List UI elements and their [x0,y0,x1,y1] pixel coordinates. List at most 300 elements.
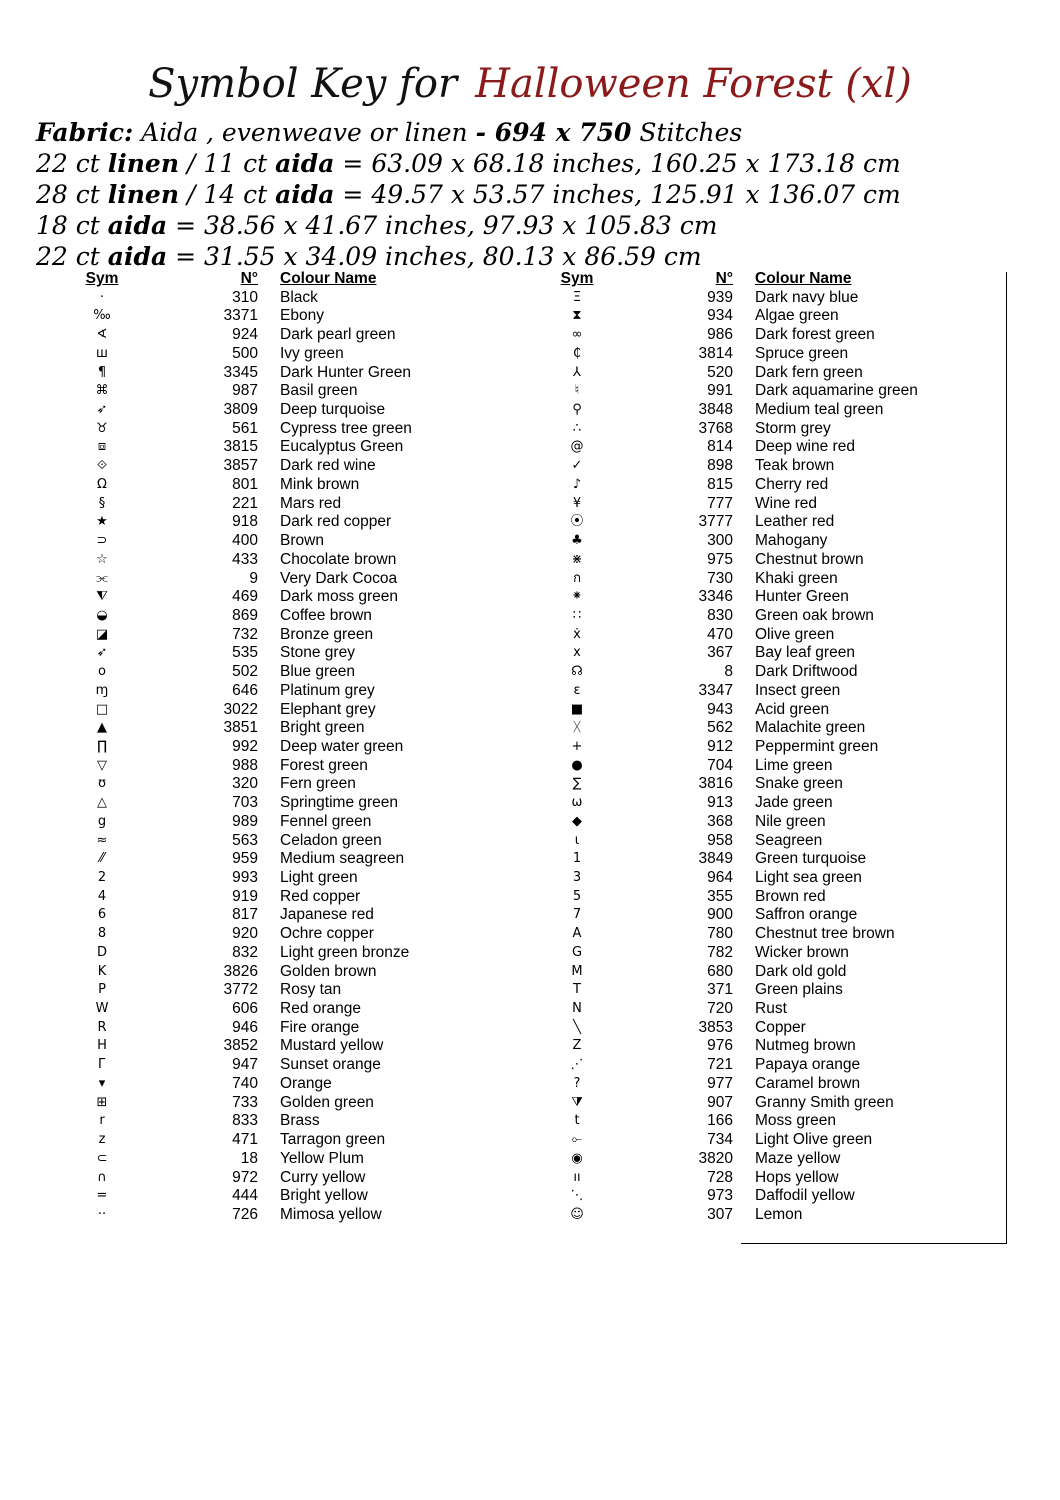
colour-name-cell: Brass [280,1112,320,1130]
table-row [70,1056,500,1075]
number-cell: 958 [707,831,733,849]
symbol-cell: ɩ [574,832,580,848]
colour-name-cell: Light Olive green [755,1131,873,1149]
fabric-text: - 694 x 750 [475,118,632,147]
colour-name-cell: Leather red [755,513,835,531]
table-row [70,981,500,1000]
table-row [70,570,500,589]
number-cell: 934 [707,307,733,325]
symbol-cell: ก [573,570,581,586]
colour-name-cell: Ochre copper [280,925,374,943]
number-cell: 3346 [698,588,733,606]
table-row [545,925,975,944]
colour-name-cell: Lemon [755,1205,803,1223]
number-cell: 734 [707,1131,733,1149]
table-row [70,1206,500,1225]
symbol-cell: g [97,813,107,829]
symbol-cell: Ξ [572,289,582,305]
table-row [70,832,500,851]
symbol-cell: ¥ [572,495,582,511]
colour-name-cell: Cypress tree green [280,419,412,437]
table-row [70,513,500,532]
table-row [70,963,500,982]
symbol-cell: ₵ [572,345,582,361]
number-cell: 721 [707,1056,733,1074]
symbol-cell: ≈ [96,832,108,848]
colour-name-cell: Hops yellow [755,1168,839,1186]
colour-name-cell: Deep wine red [755,438,855,456]
number-cell: 8 [724,663,733,681]
colour-name-cell: Dark fern green [755,363,863,381]
table-row [545,551,975,570]
table-row [545,963,975,982]
table-row [545,738,975,757]
symbol-cell: ⊃ [96,533,108,549]
colour-name-cell: Daffodil yellow [755,1187,855,1205]
symbol-cell: ω [571,795,583,811]
table-row [545,1150,975,1169]
symbol-cell: 6 [97,907,107,923]
symbol-cell: 4 [97,888,107,904]
symbol-cell: P [98,982,106,998]
number-cell: 704 [707,756,733,774]
symbol-cell: A [572,926,582,942]
symbol-cell: D [96,944,107,960]
colour-name-cell: Bright green [280,719,365,737]
number-cell: 606 [232,1000,258,1018]
colour-name-cell: Bright yellow [280,1187,368,1205]
table-row [70,1037,500,1056]
colour-name-cell: Dark Driftwood [755,663,858,681]
colour-name-cell: Chestnut tree brown [755,925,895,943]
table-row [545,1169,975,1188]
table-row [545,701,975,720]
table-row [70,925,500,944]
symbol-cell: t [574,1113,580,1129]
table-row [70,476,500,495]
symbol-cell: ◉ [571,1150,583,1166]
symbol-cell: x [573,645,581,661]
table-row [545,382,975,401]
table-row [545,1075,975,1094]
table-row [70,888,500,907]
fabric-text: 28 ct [36,180,108,209]
table-row [545,944,975,963]
symbol-cell: = [96,1188,108,1204]
colour-name-cell: Acid green [755,700,830,718]
symbol-cell: 7 [572,907,582,923]
symbol-cell: ɱ [95,682,109,698]
colour-name-cell: Light green bronze [280,943,410,961]
number-cell: 166 [707,1112,733,1130]
colour-name-cell: Eucalyptus Green [280,438,404,456]
colour-name-cell: Ebony [280,307,324,325]
colour-name-cell: Nile green [755,812,826,830]
number-cell: 3371 [223,307,258,325]
colour-name-cell: Dark red copper [280,513,392,531]
number-cell: 733 [232,1093,258,1111]
table-row [545,906,975,925]
number-cell: 913 [707,794,733,812]
symbol-cell: ‰ [93,308,111,324]
number-cell: 946 [232,1018,258,1036]
symbol-cell: ☺ [570,1206,584,1222]
colour-name-cell: Lime green [755,756,833,774]
symbol-cell: + [571,738,583,754]
pattern-name: Halloween Forest (xl) [475,61,912,107]
symbol-cell: ☆ [96,551,108,567]
symbol-cell: ⌘ [95,383,109,399]
fabric-line [36,117,901,148]
number-cell: 310 [232,288,258,306]
table-row [70,382,500,401]
symbol-cell: ∢ [96,327,108,343]
number-cell: 3851 [223,719,258,737]
table-row [70,289,500,308]
colour-name-cell: Elephant grey [280,700,376,718]
table-row [70,457,500,476]
fabric-text: aida [275,180,335,209]
symbol-cell: ◪ [95,626,109,642]
colour-name-cell: Hunter Green [755,588,849,606]
colour-name-cell: Fern green [280,775,356,793]
symbol-cell: ? [573,1075,581,1091]
colour-name-cell: Jade green [755,794,833,812]
colour-name-cell: Papaya orange [755,1056,861,1074]
symbol-cell: ▲ [97,720,107,736]
number-cell: 3820 [698,1149,733,1167]
symbol-cell: 3 [572,870,582,885]
colour-name-cell: Brown [280,532,324,550]
table-row [545,850,975,869]
table-row [545,794,975,813]
symbol-cell: ⊞ [96,1094,108,1110]
symbol-cell: ⧗ [572,308,582,324]
number-cell: 740 [232,1074,258,1092]
colour-name-cell: Nutmeg brown [755,1037,856,1055]
fabric-text: linen [107,180,180,209]
number-cell: 972 [232,1168,258,1186]
number-cell: 986 [707,326,733,344]
number-cell: 680 [707,962,733,980]
table-row [545,345,975,364]
number-cell: 300 [707,532,733,550]
symbol-cell: ✓ [571,458,583,474]
number-cell: 320 [232,775,258,793]
number-cell: 562 [707,719,733,737]
symbol-cell: ⋱ [570,1188,584,1204]
symbol-cell: □ [95,701,109,717]
table-row [545,981,975,1000]
table-row [70,719,500,738]
colour-name-cell: Japanese red [280,906,374,924]
table-row [70,850,500,869]
table-row [545,1019,975,1038]
symbol-cell: R [97,1019,107,1035]
symbol-cell: ⧩ [571,1094,583,1110]
number-cell: 470 [707,625,733,643]
symbol-cell: ⁕ [571,589,583,605]
table-row [545,1094,975,1113]
symbol-table-left [70,270,500,1225]
number-cell: 444 [232,1187,258,1205]
colour-name-cell: Coffee brown [280,606,372,624]
number-cell: 471 [232,1131,258,1149]
table-row [545,757,975,776]
fabric-text: = 31.55 x 34.09 inches, 80.13 x 86.59 cm [167,242,702,271]
colour-name-cell: Bronze green [280,625,374,643]
colour-name-cell: Mink brown [280,475,360,493]
colour-name-cell: Very Dark Cocoa [280,569,398,587]
symbol-cell: ⅄ [573,364,581,380]
colour-name-cell: Dark old gold [755,962,847,980]
fabric-text: linen [107,149,180,178]
number-cell: 898 [707,457,733,475]
table-row [70,1112,500,1131]
fabric-text: 18 ct [36,211,108,240]
colour-name-cell: Curry yellow [280,1168,366,1186]
fabric-text: aida [275,149,335,178]
symbol-cell: ⫘ [96,570,108,586]
table-row [70,532,500,551]
colour-name-cell: Olive green [755,625,835,643]
symbol-cell: ∷ [572,607,582,623]
number-cell: 3347 [698,681,733,699]
number-cell: 959 [232,850,258,868]
table-row [70,1131,500,1150]
table-row [545,888,975,907]
colour-name-cell: Green plains [755,981,843,999]
number-cell: 780 [707,925,733,943]
symbol-cell: G [571,944,583,960]
number-cell: 801 [232,475,258,493]
header-sym: Sym [85,270,119,287]
colour-name-cell: Ivy green [280,344,344,362]
table-row [545,832,975,851]
number-cell: 964 [707,869,733,886]
number-cell: 832 [232,943,258,961]
number-cell: 535 [232,644,258,662]
table-row [545,869,975,888]
number-cell: 991 [707,382,733,400]
colour-name-cell: Teak brown [755,457,835,475]
table-row [545,364,975,383]
number-cell: 3826 [223,962,258,980]
table-border-right [1006,272,1007,1244]
colour-name-cell: Mahogany [755,532,828,550]
number-cell: 782 [707,943,733,961]
table-row [70,1150,500,1169]
symbol-cell: H [97,1038,107,1054]
fabric-text: / 11 ct [179,149,276,178]
table-row [70,644,500,663]
symbol-cell: ẋ [573,626,581,642]
colour-name-cell: Granny Smith green [755,1093,894,1111]
colour-name-cell: Tarragon green [280,1131,386,1149]
header-num: N° [240,270,258,287]
table-row [545,644,975,663]
table-row [545,457,975,476]
number-cell: 18 [240,1149,258,1167]
number-cell: 869 [232,606,258,624]
colour-name-cell: Celadon green [280,831,382,849]
fabric-text: = 49.57 x 53.57 inches, 125.91 x 136.07 cm [334,180,901,209]
symbol-cell: N [572,1001,582,1017]
number-cell: 924 [232,326,258,344]
symbol-cell: 2 [97,870,107,885]
number-cell: 3848 [698,401,733,419]
symbol-cell: § [98,495,106,511]
table-row [70,364,500,383]
table-row [545,513,975,532]
table-row [70,1187,500,1206]
symbol-cell: ∞ [571,327,583,343]
table-row [70,1075,500,1094]
colour-name-cell: Yellow Plum [280,1149,364,1167]
symbol-cell: ε [573,682,581,698]
symbol-cell: ♉ [96,420,108,436]
table-row [70,944,500,963]
symbol-cell: W [95,1001,109,1017]
table-row [70,345,500,364]
number-cell: 833 [232,1112,258,1130]
symbol-cell: ◆ [572,813,582,829]
colour-name-cell: Forest green [280,756,368,774]
colour-name-cell: Dark navy blue [755,288,859,306]
colour-name-cell: Green turquoise [755,850,867,868]
symbol-cell: ∑ [572,776,582,792]
page-title [0,58,1060,110]
colour-name-cell: Brown red [755,887,826,905]
number-cell: 3849 [698,850,733,868]
fabric-text: 22 ct [36,242,108,271]
symbol-cell: ▾ [98,1075,106,1091]
table-row [545,532,975,551]
colour-name-cell: Deep water green [280,737,404,755]
table-row [70,757,500,776]
symbol-cell: ⁄⁄ [99,851,105,867]
fabric-text: / 14 ct [179,180,276,209]
symbol-cell: ◒ [96,607,108,623]
colour-name-cell: Light sea green [755,869,862,886]
colour-name-cell: Bay leaf green [755,644,855,662]
fabric-line [36,148,901,179]
table-row [70,607,500,626]
colour-name-cell: Green oak brown [755,606,874,624]
table-row [545,607,975,626]
symbol-cell: ➶ [96,402,108,418]
table-row [545,1131,975,1150]
fabric-line [36,241,901,272]
table-row [70,438,500,457]
table-row [70,1169,500,1188]
number-cell: 732 [232,625,258,643]
number-cell: 3777 [698,513,733,531]
table-row [70,1000,500,1019]
fabric-text: Stitches [631,118,743,147]
number-cell: 814 [707,438,733,456]
colour-name-cell: Red copper [280,887,361,905]
number-cell: 500 [232,344,258,362]
number-cell: 830 [707,606,733,624]
colour-name-cell: Malachite green [755,719,866,737]
number-cell: 355 [707,887,733,905]
header-num: N° [715,270,733,287]
colour-name-cell: Storm grey [755,419,831,437]
colour-name-cell: Dark forest green [755,326,875,344]
symbol-cell: ♣ [571,533,583,549]
table-row [545,775,975,794]
header-sym: Sym [560,270,594,287]
colour-name-cell: Platinum grey [280,681,375,699]
symbol-cell: ∩ [97,1169,107,1185]
number-cell: 469 [232,588,258,606]
number-cell: 988 [232,756,258,774]
colour-name-cell: Maze yellow [755,1149,841,1167]
number-cell: 730 [707,569,733,587]
table-row [70,1094,500,1113]
colour-name-cell: Medium teal green [755,401,884,419]
table-row [70,701,500,720]
number-cell: 3857 [223,457,258,475]
colour-name-cell: Copper [755,1018,806,1036]
colour-name-cell: Fennel green [280,812,372,830]
symbol-cell: Z [572,1038,582,1054]
colour-name-cell: Orange [280,1074,332,1092]
table-row [70,682,500,701]
number-cell: 977 [707,1074,733,1092]
number-cell: 817 [232,906,258,924]
colour-name-cell: Insect green [755,681,841,699]
table-row [545,813,975,832]
colour-name-cell: Black [280,288,318,306]
number-cell: 728 [707,1168,733,1186]
colour-name-cell: Chocolate brown [280,550,397,568]
symbol-cell: ∴ [572,420,582,436]
number-cell: 973 [707,1187,733,1205]
number-cell: 561 [232,419,258,437]
number-cell: 3809 [223,401,258,419]
number-cell: 976 [707,1037,733,1055]
colour-name-cell: Caramel brown [755,1074,861,1092]
symbol-cell: ⊂ [96,1150,108,1166]
symbol-cell: ıı [573,1169,581,1185]
table-row [70,626,500,645]
number-cell: 815 [707,475,733,493]
symbol-cell: ⋇ [571,551,583,567]
table-row [545,326,975,345]
number-cell: 3345 [223,363,258,381]
symbol-cell: Ω [97,476,107,492]
colour-name-cell: Spruce green [755,344,849,362]
table-row [70,663,500,682]
colour-name-cell: Mimosa yellow [280,1205,382,1223]
table-row [545,626,975,645]
number-cell: 975 [707,550,733,568]
table-row [545,719,975,738]
fabric-line [36,179,901,210]
symbol-cell: ·· [97,1206,107,1222]
fabric-text: Aida , evenweave or linen [133,118,476,147]
symbol-cell: ш [96,345,108,361]
colour-name-cell: Medium seagreen [280,850,405,868]
colour-name-cell: Basil green [280,382,358,400]
table-row [545,570,975,589]
number-cell: 307 [707,1205,733,1223]
table-row [70,794,500,813]
colour-name-cell: Wine red [755,494,818,512]
title-prefix: Symbol Key for [148,61,458,107]
